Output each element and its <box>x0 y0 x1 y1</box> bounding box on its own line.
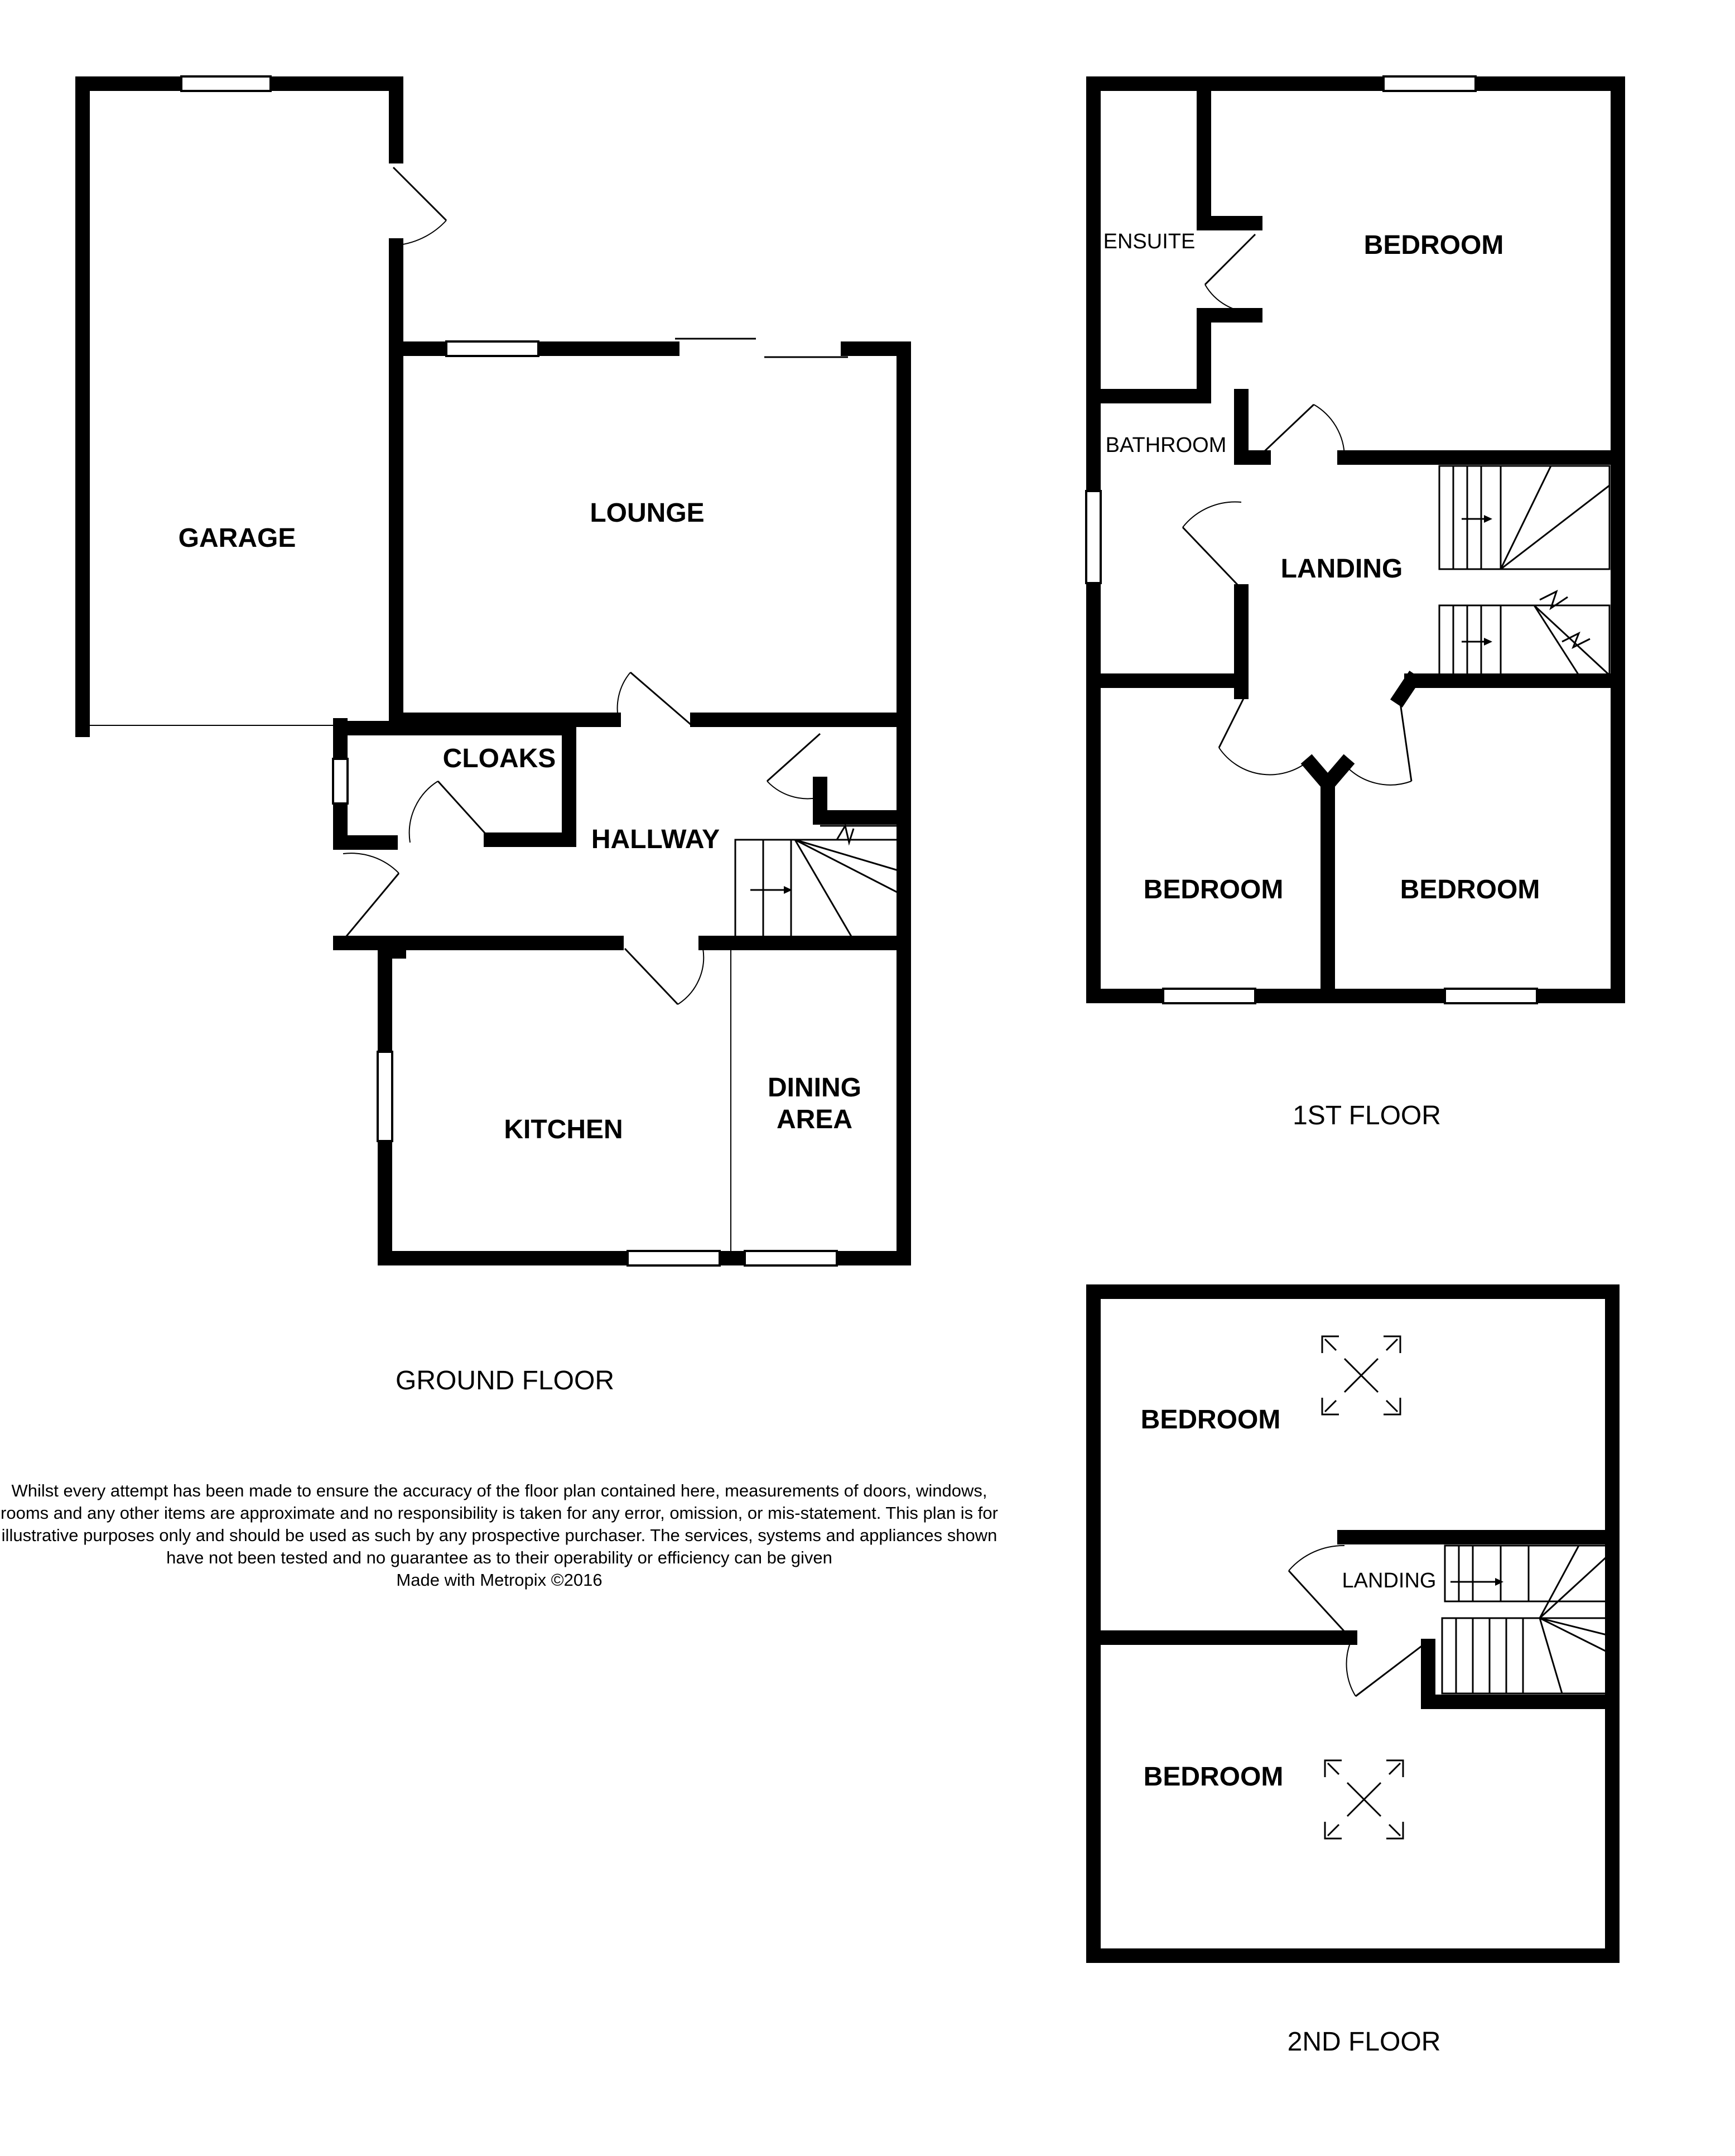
top-bedroom-label: BEDROOM <box>1140 1405 1281 1435</box>
bottom-bedroom-label: BEDROOM <box>1143 1762 1284 1792</box>
second-floor-label: 2ND FLOOR <box>1287 2027 1441 2057</box>
first-floor-label: 1ST FLOOR <box>1293 1101 1441 1130</box>
window <box>333 759 348 803</box>
ensuite-label: ENSUITE <box>1103 230 1196 253</box>
window <box>628 1251 720 1265</box>
window <box>446 341 538 356</box>
garage-label: GARAGE <box>178 523 296 553</box>
left-bedroom-label: BEDROOM <box>1143 875 1284 904</box>
window <box>1384 76 1476 91</box>
skylight <box>1325 1760 1403 1839</box>
first-floor <box>1086 76 1618 1130</box>
lounge-label: LOUNGE <box>590 498 705 528</box>
staircase <box>1442 1546 1607 1693</box>
window <box>745 1251 837 1265</box>
ground-floor-label: GROUND FLOOR <box>395 1366 615 1395</box>
window <box>378 1052 392 1141</box>
disclaimer-credit: Made with Metropix ©2016 <box>396 1570 603 1590</box>
landing-label: LANDING <box>1342 1569 1437 1592</box>
second-floor <box>1093 1292 1612 2057</box>
staircase <box>1439 466 1609 675</box>
right-bedroom-label: BEDROOM <box>1400 875 1540 904</box>
disclaimer <box>0 1480 999 1591</box>
window <box>181 76 271 91</box>
cloaks-label: CLOAKS <box>442 744 556 773</box>
bathroom-label: BATHROOM <box>1105 434 1227 457</box>
garage-walls <box>78 76 446 730</box>
door <box>393 167 446 220</box>
dining-label-line1: DINING <box>768 1073 861 1103</box>
window <box>1445 989 1537 1003</box>
hallway-label: HALLWAY <box>591 825 720 854</box>
window <box>1163 989 1255 1003</box>
skylight <box>1322 1336 1400 1414</box>
ground-floor <box>78 76 904 1395</box>
staircase <box>735 826 898 940</box>
dining-label-line2: AREA <box>776 1105 853 1134</box>
landing-label: LANDING <box>1280 554 1403 584</box>
window <box>1086 491 1101 583</box>
main-bedroom-label: BEDROOM <box>1363 230 1504 260</box>
disclaimer-text: Whilst every attempt has been made to ensure the accuracy of the floor plan contained here, measurements of doors, windows, rooms and any other items are approximate and no responsibility is taken for any error, omission, or mis-statement. This plan is for illustrative purposes only and should be used as such by any prospective purchaser. The services, systems and appliances shown have not been tested and no guarantee as to their operability or efficiency can be given <box>1 1481 998 1567</box>
kitchen-label: KITCHEN <box>504 1115 623 1144</box>
